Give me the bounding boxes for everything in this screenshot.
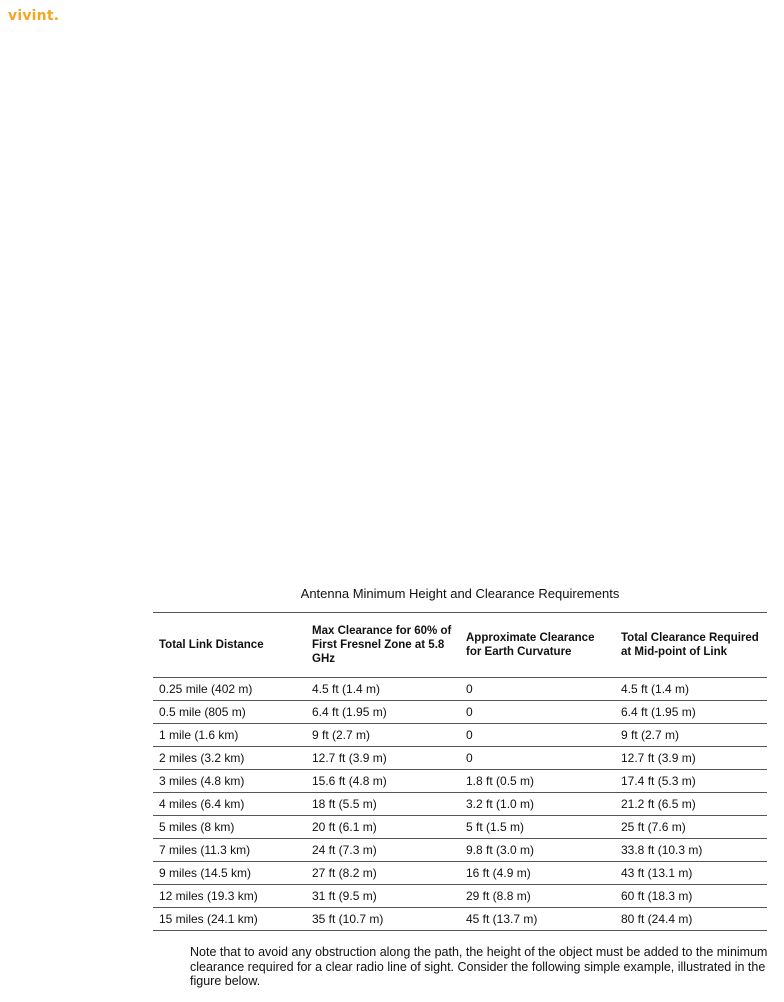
cell-earth-curvature: 5 ft (1.5 m) bbox=[460, 816, 615, 839]
cell-total-clearance: 17.4 ft (5.3 m) bbox=[615, 770, 767, 793]
cell-fresnel-clearance: 35 ft (10.7 m) bbox=[306, 908, 460, 931]
header-earth-curvature-clearance: Approximate Clearance for Earth Curvature bbox=[460, 613, 615, 678]
cell-total-clearance: 4.5 ft (1.4 m) bbox=[615, 678, 767, 701]
cell-link-distance: 0.5 mile (805 m) bbox=[153, 701, 306, 724]
table-row bbox=[153, 747, 767, 770]
table-row bbox=[153, 862, 767, 885]
note-paragraph: Note that to avoid any obstruction along the path, the height of the object must be added to the minimum clearance required for a clear radio line of sight. Consider the following simple example, illustrated in the figure below. bbox=[190, 945, 768, 988]
cell-fresnel-clearance: 12.7 ft (3.9 m) bbox=[306, 747, 460, 770]
table-row bbox=[153, 770, 767, 793]
table-title: Antenna Minimum Height and Clearance Requirements bbox=[300, 586, 620, 601]
cell-earth-curvature: 16 ft (4.9 m) bbox=[460, 862, 615, 885]
table-row bbox=[153, 701, 767, 724]
header-total-link-distance: Total Link Distance bbox=[153, 613, 306, 678]
table-row bbox=[153, 724, 767, 747]
cell-fresnel-clearance: 27 ft (8.2 m) bbox=[306, 862, 460, 885]
cell-total-clearance: 80 ft (24.4 m) bbox=[615, 908, 767, 931]
cell-link-distance: 2 miles (3.2 km) bbox=[153, 747, 306, 770]
header-max-clearance-fresnel: Max Clearance for 60% of First Fresnel Zone at 5.8 GHz bbox=[306, 613, 460, 678]
cell-earth-curvature: 9.8 ft (3.0 m) bbox=[460, 839, 615, 862]
cell-fresnel-clearance: 24 ft (7.3 m) bbox=[306, 839, 460, 862]
cell-total-clearance: 60 ft (18.3 m) bbox=[615, 885, 767, 908]
cell-earth-curvature: 45 ft (13.7 m) bbox=[460, 908, 615, 931]
table-row bbox=[153, 908, 767, 931]
table-row bbox=[153, 885, 767, 908]
cell-earth-curvature: 0 bbox=[460, 747, 615, 770]
table-body bbox=[153, 678, 767, 931]
cell-fresnel-clearance: 20 ft (6.1 m) bbox=[306, 816, 460, 839]
table-row bbox=[153, 678, 767, 701]
cell-total-clearance: 33.8 ft (10.3 m) bbox=[615, 839, 767, 862]
cell-link-distance: 9 miles (14.5 km) bbox=[153, 862, 306, 885]
cell-total-clearance: 21.2 ft (6.5 m) bbox=[615, 793, 767, 816]
cell-earth-curvature: 0 bbox=[460, 701, 615, 724]
cell-total-clearance: 25 ft (7.6 m) bbox=[615, 816, 767, 839]
cell-total-clearance: 6.4 ft (1.95 m) bbox=[615, 701, 767, 724]
cell-link-distance: 1 mile (1.6 km) bbox=[153, 724, 306, 747]
clearance-requirements-table bbox=[153, 612, 767, 931]
table-row bbox=[153, 839, 767, 862]
cell-fresnel-clearance: 9 ft (2.7 m) bbox=[306, 724, 460, 747]
cell-earth-curvature: 1.8 ft (0.5 m) bbox=[460, 770, 615, 793]
cell-link-distance: 7 miles (11.3 km) bbox=[153, 839, 306, 862]
cell-link-distance: 4 miles (6.4 km) bbox=[153, 793, 306, 816]
cell-earth-curvature: 0 bbox=[460, 678, 615, 701]
cell-link-distance: 3 miles (4.8 km) bbox=[153, 770, 306, 793]
cell-earth-curvature: 0 bbox=[460, 724, 615, 747]
cell-total-clearance: 12.7 ft (3.9 m) bbox=[615, 747, 767, 770]
cell-earth-curvature: 29 ft (8.8 m) bbox=[460, 885, 615, 908]
cell-fresnel-clearance: 18 ft (5.5 m) bbox=[306, 793, 460, 816]
header-total-clearance: Total Clearance Required at Mid-point of Link bbox=[615, 613, 767, 678]
cell-total-clearance: 9 ft (2.7 m) bbox=[615, 724, 767, 747]
cell-fresnel-clearance: 15.6 ft (4.8 m) bbox=[306, 770, 460, 793]
cell-link-distance: 0.25 mile (402 m) bbox=[153, 678, 306, 701]
cell-earth-curvature: 3.2 ft (1.0 m) bbox=[460, 793, 615, 816]
cell-link-distance: 15 miles (24.1 km) bbox=[153, 908, 306, 931]
table-header-row bbox=[153, 613, 767, 678]
cell-fresnel-clearance: 6.4 ft (1.95 m) bbox=[306, 701, 460, 724]
cell-fresnel-clearance: 4.5 ft (1.4 m) bbox=[306, 678, 460, 701]
table-row bbox=[153, 793, 767, 816]
cell-link-distance: 5 miles (8 km) bbox=[153, 816, 306, 839]
cell-link-distance: 12 miles (19.3 km) bbox=[153, 885, 306, 908]
table-row bbox=[153, 816, 767, 839]
vivint-logo: vivint. bbox=[8, 8, 60, 24]
cell-fresnel-clearance: 31 ft (9.5 m) bbox=[306, 885, 460, 908]
cell-total-clearance: 43 ft (13.1 m) bbox=[615, 862, 767, 885]
